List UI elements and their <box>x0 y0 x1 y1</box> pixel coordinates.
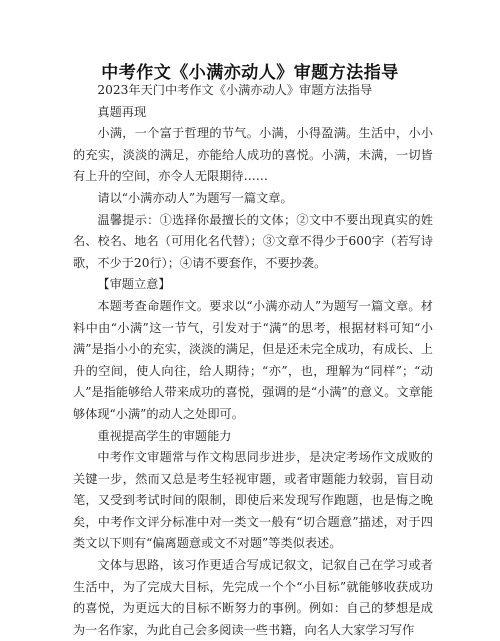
page-title: 中考作文《小满亦动人》审题方法指导 <box>101 63 399 83</box>
paragraph-ability: 中考作文审题常与作文构思同步进步，是决定考场作文成败的关键一步，然而又总是考生轻视审题，或者审题能力较弱，盲目动笔，又受到考试时间的限制，即使后来发现写作跑题，也是悔之晚矣，中考作文评分标准中对一类文一般有“切合题意”描述，对于四类文以下则有“偏离题意或文不对题”等类似表述。 <box>73 450 433 551</box>
paragraph-analysis: 本题考查命题作文。要求以“小满亦动人”为题写一篇文章。材料中由“小满”这一节气，引发对于“满”的思考，根据材料可知“小满”是指小小的充实，淡淡的满足，但是还未完全成功，有成长、上升的空间，使人向往，给人期待；“亦”，也，理解为“同样”；“动人”是指能够给人带来成功的喜悦，强调的是“小满”的意义。文章能够体现“小满”的动人之处即可。 <box>73 298 433 421</box>
article-body <box>73 80 433 641</box>
paragraph-tips: 温馨提示：①选择你最擅长的文体；②文中不要出现真实的姓名、校名、地名（可用化名代替）；③文章不得少于600字（若写诗歌，不少于20行）；④请不要套作，不要抄袭。 <box>73 212 433 270</box>
subtitle-line: 2023年天门中考作文《小满亦动人》审题方法指导 <box>97 83 373 97</box>
paragraph-prompt-material: 小满，一个富于哲理的节气。小满，小得盈满。生活中，小小的充实，淡淡的满足，亦能给人成功的喜悦。小满，未满，一切皆有上升的空间，亦令人无限期待…… <box>73 126 433 184</box>
paragraph-task: 请以“小满亦动人”为题写一篇文章。 <box>97 190 293 205</box>
paragraph-style: 文体与思路，该习作更适合写成记叙文，记叙自己在学习或者生活中，为了完成大目标，先完成一个个“小目标”就能够收获成功的喜悦，为更远大的目标不断努力的事例。例如：自己的梦想是成为一名作家，为此自己会多阅读一些书籍，向名人大家学习写作 <box>73 558 433 637</box>
section-heading-analysis: 【审题立意】 <box>97 277 171 292</box>
section-heading-real-question: 真题再现 <box>97 104 147 119</box>
section-heading-ability: 重视提高学生的审题能力 <box>97 428 232 443</box>
